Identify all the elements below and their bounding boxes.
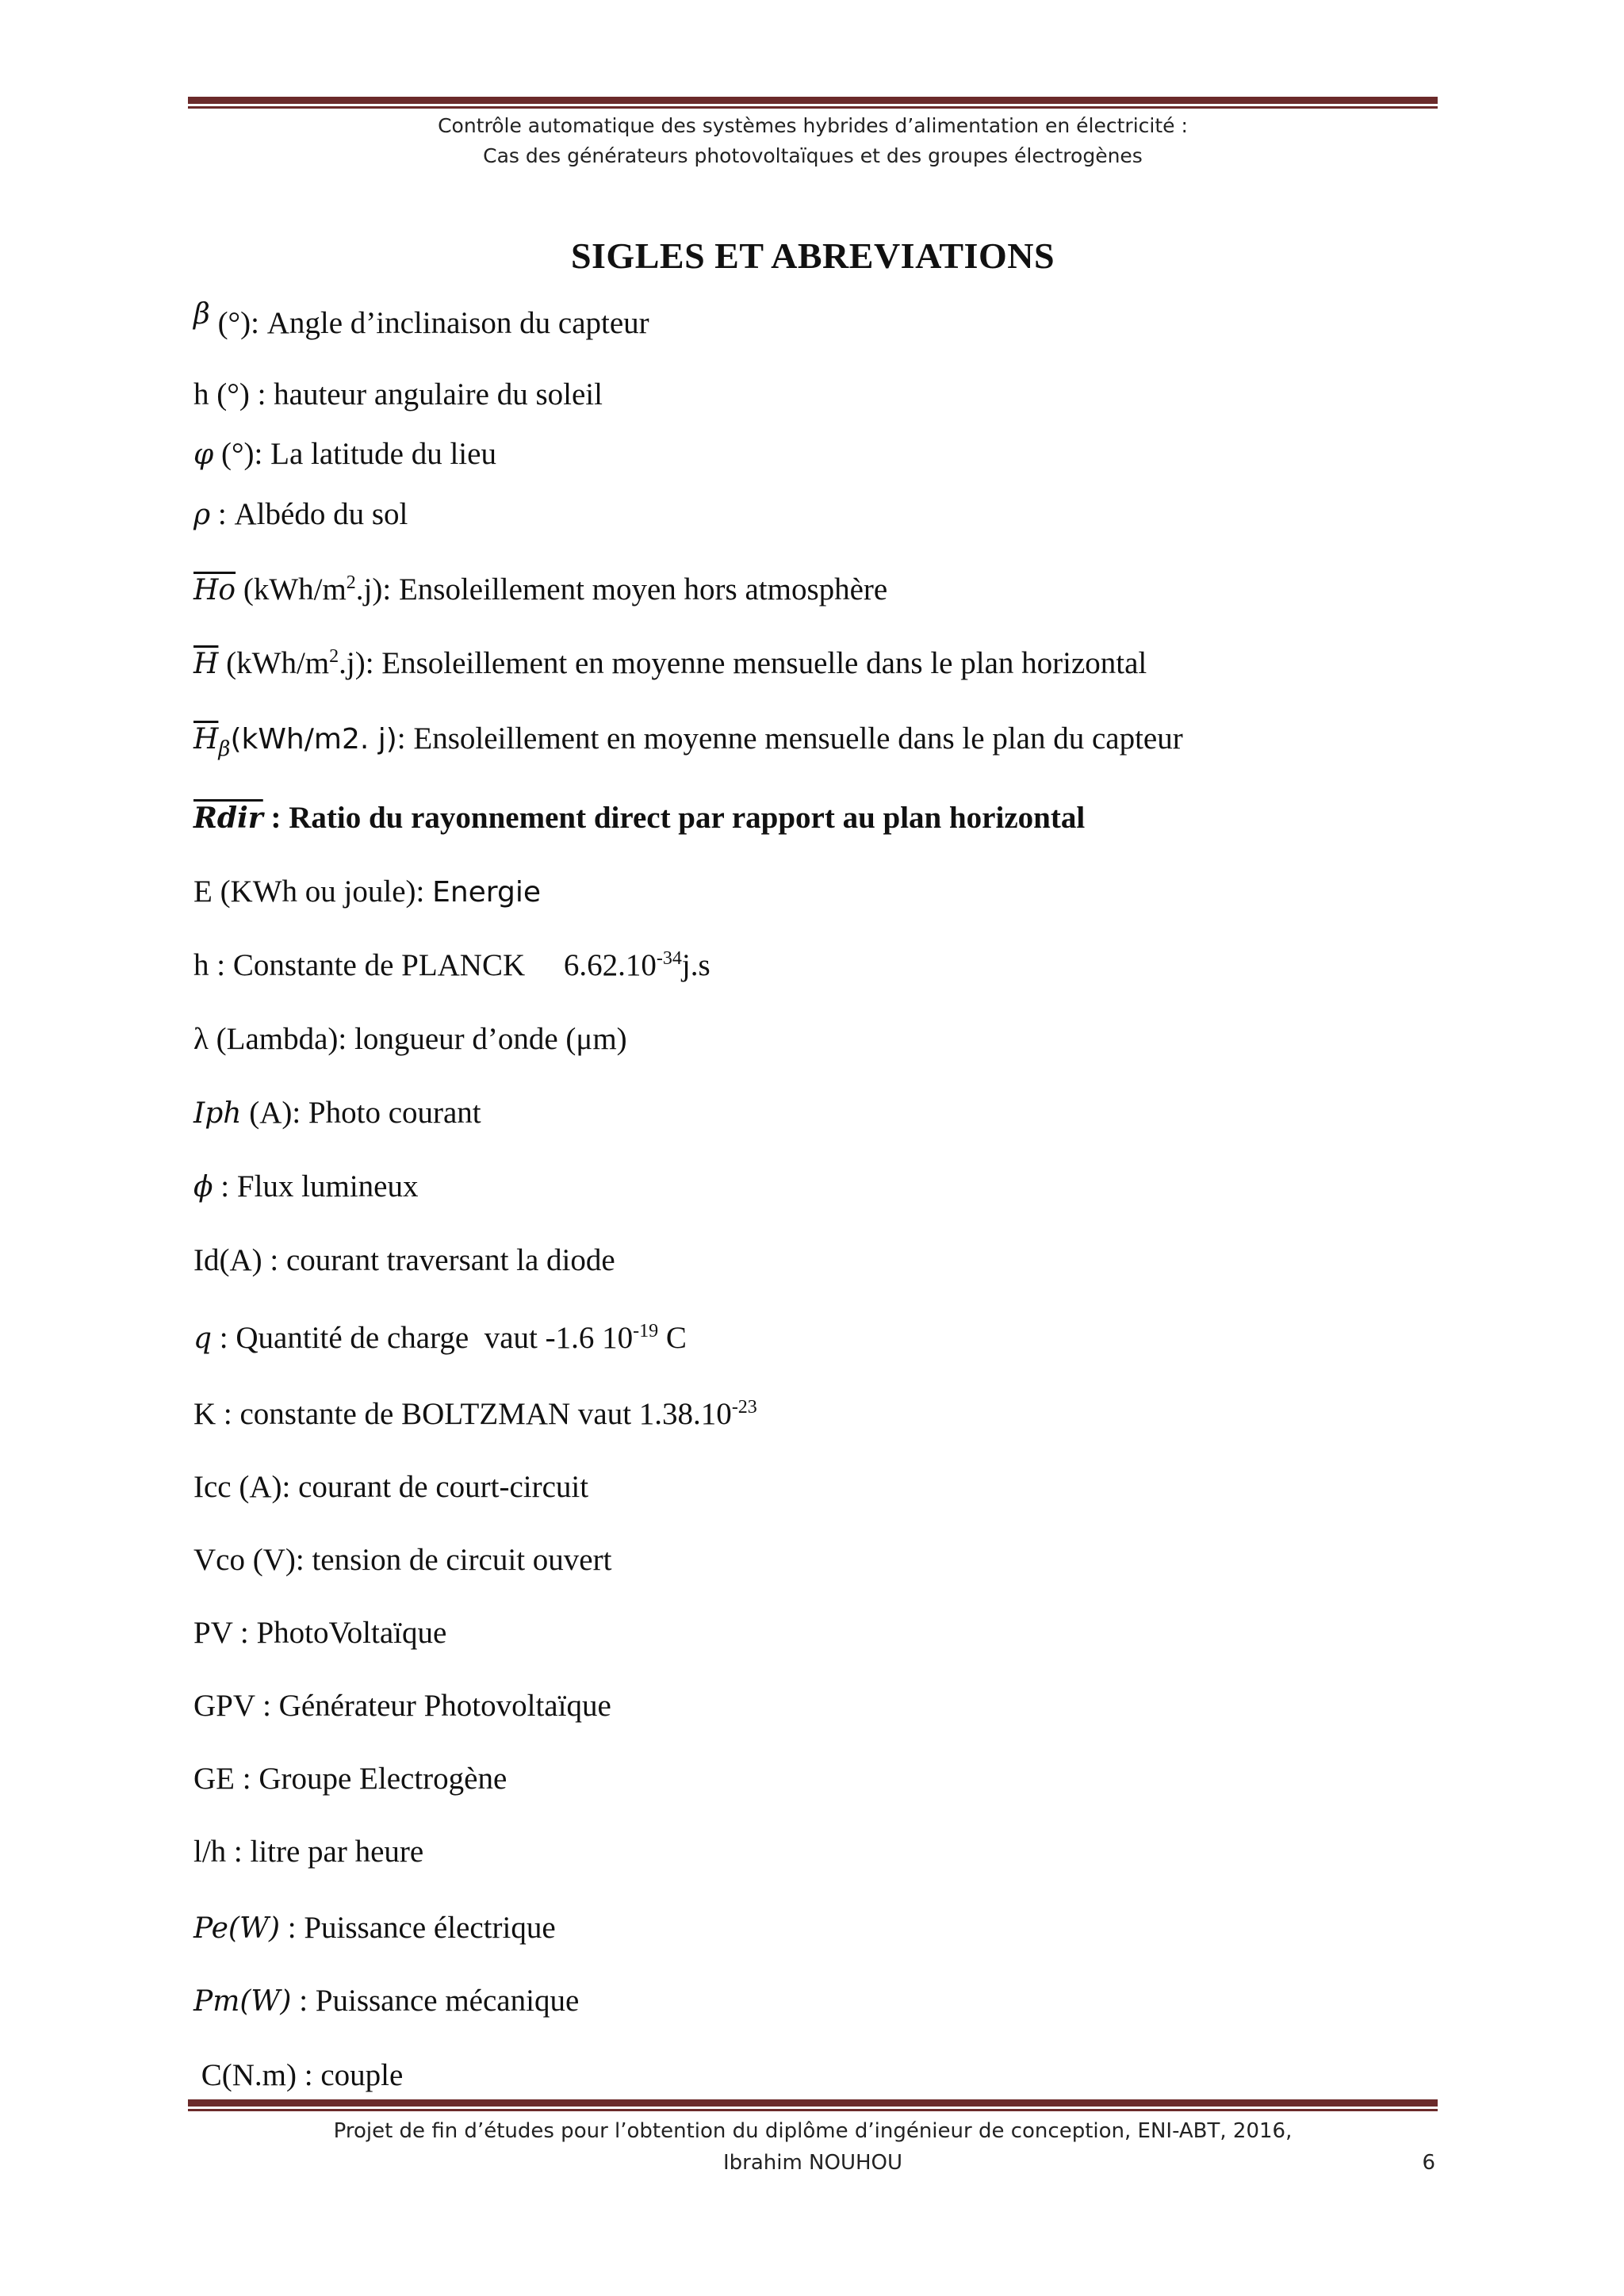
entry-id-text: Id(A) : courant traversant la diode (193, 1243, 615, 1277)
symbol-h-bar: $\overline{H}$ (193, 648, 219, 680)
footer-rule (188, 2099, 1438, 2111)
entry-h-angle (193, 376, 603, 414)
entry-vco-text: Vco (V): tension de circuit ouvert (193, 1543, 612, 1577)
entry-planck (193, 947, 710, 985)
entry-h-angle-text: h (°) : hauteur angulaire du soleil (193, 377, 603, 411)
entry-ho-text-b: .j): Ensoleillement moyen hors atmosphère (355, 572, 888, 607)
running-footer-line-1: Projet de fin d’études pour l’obtention du diplôme d’ingénieur de conception, ENI-ABT, 2016, (333, 2119, 1293, 2143)
entry-lambda-text: λ (Lambda): longueur d’onde (μm) (193, 1022, 627, 1056)
entry-h-bar-sup: 2 (329, 646, 339, 667)
entry-phi-flux (193, 1168, 418, 1207)
symbol-h-beta: $\overline{H}$ (193, 723, 219, 756)
entry-beta-text: (°): Angle d’inclinaison du capteur (209, 306, 649, 340)
entry-boltzman-text: K : constante de BOLTZMAN vaut 1.38.10 (193, 1397, 732, 1431)
entry-lh-text: l/h : litre par heure (193, 1835, 424, 1869)
entry-energy-text: E (KWh ou joule): (193, 874, 433, 909)
entry-icc (193, 1468, 588, 1506)
symbol-phi: φ (193, 438, 214, 471)
entry-h-bar-text-b: .j): Ensoleillement en moyenne mensuelle dans le plan horizontal (339, 646, 1147, 680)
entry-boltzman (193, 1395, 757, 1433)
symbol-pe: Pe(W) (193, 1912, 281, 1945)
entry-ge-text: GE : Groupe Electrogène (193, 1762, 508, 1796)
entry-h-beta (193, 720, 1183, 759)
page-title: SIGLES ET ABREVIATIONS (570, 235, 1055, 276)
running-footer-line-2: Ibrahim NOUHOU (722, 2151, 903, 2175)
symbol-rdir: Rdir (193, 802, 263, 835)
running-header-line-1: Contrôle automatique des systèmes hybrides d’alimentation en électricité : (438, 114, 1188, 137)
symbol-pm: Pm(W) (193, 1985, 292, 2018)
entry-ge (193, 1760, 507, 1798)
entry-q-text-b: C (658, 1321, 687, 1355)
symbol-beta: β (193, 298, 210, 331)
entry-couple-text: C(N.m) : couple (193, 2058, 404, 2092)
entry-pm (193, 1982, 579, 2021)
entry-id (193, 1242, 615, 1280)
entry-h-bar-text-a: (kWh/m (218, 646, 330, 680)
entry-gpv (193, 1687, 611, 1725)
symbol-ho: $\overline{Ho}$ (193, 574, 236, 607)
header-rule (188, 97, 1438, 109)
entry-q-text-a: : Quantité de charge vaut -1.6 10 (212, 1321, 634, 1355)
entry-h-beta-unit: (kWh/m2. j) (230, 723, 397, 756)
entry-planck-sup: -34 (656, 948, 682, 969)
entry-phi-flux-text: : Flux lumineux (213, 1169, 419, 1203)
entry-vco (193, 1541, 611, 1579)
entry-rdir-text: : Ratio du rayonnement direct par rapport au plan horizontal (262, 801, 1086, 835)
entry-iph (193, 1094, 481, 1133)
symbol-iph: Iph (193, 1097, 242, 1130)
entry-lambda (193, 1020, 627, 1058)
symbol-h-beta-sub: β (218, 737, 231, 761)
entry-h-bar (193, 645, 1147, 683)
entry-icc-text: Icc (A): courant de court-circuit (193, 1470, 589, 1504)
entry-pm-text: : Puissance mécanique (291, 1984, 580, 2018)
entry-h-beta-text: : Ensoleillement en moyenne mensuelle dans le plan du capteur (396, 721, 1183, 756)
entry-iph-text: (A): Photo courant (241, 1096, 481, 1130)
entry-ho-sup: 2 (346, 572, 356, 593)
entry-phi-latitude (193, 435, 496, 474)
entry-lh (193, 1833, 423, 1871)
entry-q (193, 1319, 687, 1358)
entry-planck-text-a: h : Constante de PLANCK 6.62.10 (193, 948, 657, 982)
entry-pv (193, 1614, 446, 1652)
entry-beta (193, 298, 649, 343)
entry-planck-text-b: j.s (681, 948, 710, 982)
symbol-phi-flux: ϕ (193, 1171, 213, 1203)
entry-ho-text-a: (kWh/m (236, 572, 347, 607)
running-footer (188, 2115, 1438, 2179)
running-header-line-2: Cas des générateurs photovoltaïques et des groupes électrogènes (483, 144, 1143, 167)
symbol-q: q (193, 1322, 213, 1355)
entry-pe (193, 1909, 556, 1948)
entry-rdir (193, 799, 1085, 837)
entry-phi-latitude-text: (°): La latitude du lieu (213, 437, 496, 471)
entry-energy (193, 873, 541, 912)
entry-couple (193, 2057, 403, 2095)
entry-rho-text: : Albédo du sol (210, 497, 408, 531)
entry-ho (193, 571, 887, 610)
entry-rho (193, 496, 408, 534)
entry-gpv-text: GPV : Générateur Photovoltaïque (193, 1689, 611, 1723)
symbol-rho: ρ (193, 499, 211, 531)
entry-energy-unit: Energie (432, 876, 541, 909)
entry-pe-text: : Puissance électrique (280, 1911, 556, 1945)
entry-boltzman-sup: -23 (731, 1397, 757, 1418)
entry-pv-text: PV : PhotoVoltaïque (193, 1616, 447, 1650)
entry-q-sup: -19 (633, 1321, 659, 1341)
running-header (188, 111, 1438, 171)
page-number: 6 (1422, 2151, 1435, 2175)
